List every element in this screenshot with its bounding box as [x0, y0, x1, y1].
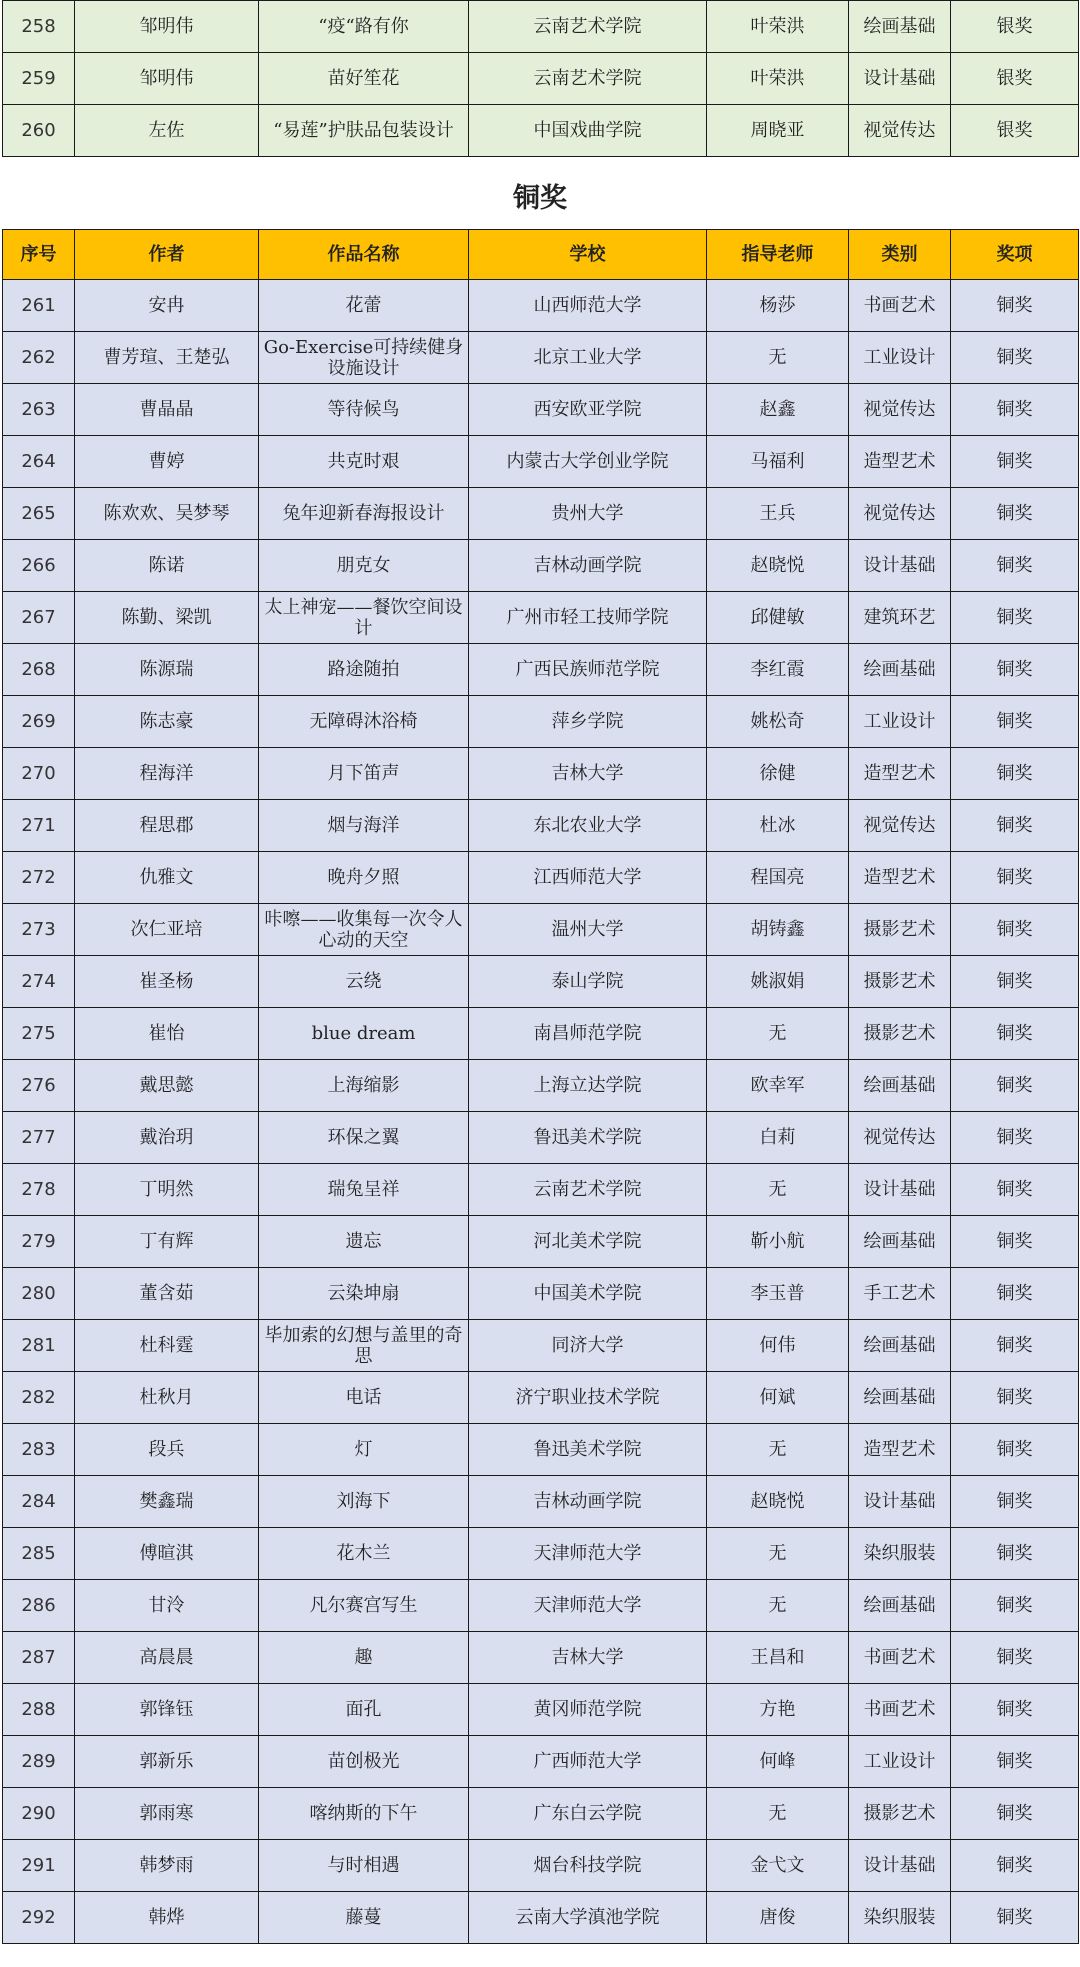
table-row	[3, 1424, 1079, 1476]
cell-title: 与时相遇	[259, 1840, 469, 1892]
cell-author: 陈勤、梁凯	[75, 592, 259, 644]
cell-teacher: 唐俊	[707, 1892, 849, 1944]
cell-school: 吉林大学	[469, 748, 707, 800]
cell-teacher: 李玉普	[707, 1268, 849, 1320]
cell-school: 天津师范大学	[469, 1580, 707, 1632]
cell-title: 刘海下	[259, 1476, 469, 1528]
cell-no: 260	[3, 105, 75, 157]
cell-teacher: 杜冰	[707, 800, 849, 852]
cell-category: 视觉传达	[849, 105, 951, 157]
cell-title: “易莲”护肤品包装设计	[259, 105, 469, 157]
table-row	[3, 1, 1079, 53]
cell-no: 263	[3, 384, 75, 436]
cell-category: 建筑环艺	[849, 592, 951, 644]
cell-title: 咔嚓——收集每一次令人心动的天空	[259, 904, 469, 956]
header-author: 作者	[75, 230, 259, 280]
cell-category: 工业设计	[849, 1736, 951, 1788]
header-school: 学校	[469, 230, 707, 280]
cell-category: 绘画基础	[849, 1, 951, 53]
cell-school: 吉林动画学院	[469, 540, 707, 592]
cell-teacher: 周晓亚	[707, 105, 849, 157]
table-row	[3, 540, 1079, 592]
cell-school: 鲁迅美术学院	[469, 1424, 707, 1476]
cell-no: 268	[3, 644, 75, 696]
cell-author: 丁有辉	[75, 1216, 259, 1268]
cell-title: 共克时艰	[259, 436, 469, 488]
cell-school: 济宁职业技术学院	[469, 1372, 707, 1424]
cell-title: 朋克女	[259, 540, 469, 592]
cell-category: 摄影艺术	[849, 956, 951, 1008]
cell-author: 郭新乐	[75, 1736, 259, 1788]
table-row	[3, 1788, 1079, 1840]
cell-title: 灯	[259, 1424, 469, 1476]
cell-category: 视觉传达	[849, 384, 951, 436]
table-row	[3, 1684, 1079, 1736]
cell-no: 272	[3, 852, 75, 904]
cell-no: 275	[3, 1008, 75, 1060]
cell-teacher: 姚淑娟	[707, 956, 849, 1008]
cell-author: 傅暄淇	[75, 1528, 259, 1580]
cell-school: 江西师范大学	[469, 852, 707, 904]
cell-award: 铜奖	[951, 1580, 1079, 1632]
table-row	[3, 800, 1079, 852]
cell-award: 铜奖	[951, 1736, 1079, 1788]
cell-no: 264	[3, 436, 75, 488]
cell-category: 摄影艺术	[849, 1008, 951, 1060]
cell-no: 284	[3, 1476, 75, 1528]
cell-category: 视觉传达	[849, 800, 951, 852]
cell-teacher: 无	[707, 1164, 849, 1216]
cell-teacher: 邱健敏	[707, 592, 849, 644]
cell-teacher: 徐健	[707, 748, 849, 800]
cell-award: 铜奖	[951, 1164, 1079, 1216]
cell-award: 铜奖	[951, 800, 1079, 852]
header-award: 奖项	[951, 230, 1079, 280]
cell-category: 染织服装	[849, 1528, 951, 1580]
table-row	[3, 53, 1079, 105]
cell-award: 银奖	[951, 53, 1079, 105]
cell-author: 陈诺	[75, 540, 259, 592]
cell-no: 276	[3, 1060, 75, 1112]
cell-school: 泰山学院	[469, 956, 707, 1008]
cell-title: blue dream	[259, 1008, 469, 1060]
cell-author: 陈志豪	[75, 696, 259, 748]
cell-teacher: 程国亮	[707, 852, 849, 904]
cell-author: 郭雨寒	[75, 1788, 259, 1840]
table-row	[3, 488, 1079, 540]
cell-teacher: 白莉	[707, 1112, 849, 1164]
cell-no: 286	[3, 1580, 75, 1632]
cell-title: 凡尔赛宫写生	[259, 1580, 469, 1632]
cell-author: 戴思懿	[75, 1060, 259, 1112]
bronze-section-title: 铜奖	[513, 183, 567, 214]
cell-author: 樊鑫瑞	[75, 1476, 259, 1528]
cell-school: 中国美术学院	[469, 1268, 707, 1320]
cell-teacher: 王昌和	[707, 1632, 849, 1684]
table-row	[3, 852, 1079, 904]
cell-award: 铜奖	[951, 1840, 1079, 1892]
cell-award: 铜奖	[951, 1112, 1079, 1164]
cell-teacher: 叶荣洪	[707, 53, 849, 105]
cell-title: 喀纳斯的下午	[259, 1788, 469, 1840]
header-row	[3, 230, 1079, 280]
cell-no: 279	[3, 1216, 75, 1268]
cell-no: 290	[3, 1788, 75, 1840]
cell-no: 273	[3, 904, 75, 956]
cell-teacher: 赵晓悦	[707, 1476, 849, 1528]
cell-no: 287	[3, 1632, 75, 1684]
cell-award: 铜奖	[951, 1216, 1079, 1268]
cell-school: 云南大学滇池学院	[469, 1892, 707, 1944]
cell-no: 285	[3, 1528, 75, 1580]
cell-teacher: 何伟	[707, 1320, 849, 1372]
cell-author: 韩烨	[75, 1892, 259, 1944]
cell-category: 绘画基础	[849, 1320, 951, 1372]
cell-category: 设计基础	[849, 540, 951, 592]
cell-title: 趣	[259, 1632, 469, 1684]
silver-table-body	[3, 1, 1079, 157]
cell-title: 云绕	[259, 956, 469, 1008]
cell-author: 高晨晨	[75, 1632, 259, 1684]
cell-no: 259	[3, 53, 75, 105]
cell-school: 内蒙古大学创业学院	[469, 436, 707, 488]
cell-award: 铜奖	[951, 488, 1079, 540]
cell-title: 毕加索的幻想与盖里的奇思	[259, 1320, 469, 1372]
cell-award: 铜奖	[951, 540, 1079, 592]
cell-school: 云南艺术学院	[469, 1, 707, 53]
cell-award: 铜奖	[951, 1008, 1079, 1060]
cell-school: 黄冈师范学院	[469, 1684, 707, 1736]
cell-title: 环保之翼	[259, 1112, 469, 1164]
cell-no: 277	[3, 1112, 75, 1164]
cell-school: 东北农业大学	[469, 800, 707, 852]
table-row	[3, 592, 1079, 644]
cell-award: 银奖	[951, 1, 1079, 53]
cell-school: 萍乡学院	[469, 696, 707, 748]
table-header	[3, 230, 1079, 280]
cell-award: 铜奖	[951, 1320, 1079, 1372]
cell-title: 藤蔓	[259, 1892, 469, 1944]
cell-school: 南昌师范学院	[469, 1008, 707, 1060]
cell-title: 花木兰	[259, 1528, 469, 1580]
cell-award: 铜奖	[951, 384, 1079, 436]
cell-no: 265	[3, 488, 75, 540]
header-teacher: 指导老师	[707, 230, 849, 280]
cell-author: 崔怡	[75, 1008, 259, 1060]
cell-award: 铜奖	[951, 592, 1079, 644]
cell-title: 烟与海洋	[259, 800, 469, 852]
cell-award: 铜奖	[951, 1788, 1079, 1840]
cell-teacher: 无	[707, 1580, 849, 1632]
cell-school: 广州市轻工技师学院	[469, 592, 707, 644]
cell-category: 造型艺术	[849, 852, 951, 904]
cell-no: 274	[3, 956, 75, 1008]
cell-no: 258	[3, 1, 75, 53]
table-row	[3, 436, 1079, 488]
cell-title: 兔年迎新春海报设计	[259, 488, 469, 540]
cell-title: 无障碍沐浴椅	[259, 696, 469, 748]
cell-category: 摄影艺术	[849, 1788, 951, 1840]
table-row	[3, 1060, 1079, 1112]
cell-category: 设计基础	[849, 1476, 951, 1528]
cell-author: 段兵	[75, 1424, 259, 1476]
cell-title: 电话	[259, 1372, 469, 1424]
cell-category: 设计基础	[849, 53, 951, 105]
cell-teacher: 何峰	[707, 1736, 849, 1788]
table-row	[3, 644, 1079, 696]
cell-school: 河北美术学院	[469, 1216, 707, 1268]
cell-author: 程思郡	[75, 800, 259, 852]
table-row	[3, 384, 1079, 436]
cell-title: 太上神宠——餐饮空间设计	[259, 592, 469, 644]
cell-author: 杜科霆	[75, 1320, 259, 1372]
cell-school: 温州大学	[469, 904, 707, 956]
cell-school: 同济大学	[469, 1320, 707, 1372]
cell-author: 左佐	[75, 105, 259, 157]
cell-author: 杜秋月	[75, 1372, 259, 1424]
cell-teacher: 何斌	[707, 1372, 849, 1424]
cell-award: 铜奖	[951, 1892, 1079, 1944]
cell-school: 中国戏曲学院	[469, 105, 707, 157]
cell-school: 广西师范大学	[469, 1736, 707, 1788]
cell-teacher: 欧幸军	[707, 1060, 849, 1112]
cell-teacher: 无	[707, 1008, 849, 1060]
table-row	[3, 332, 1079, 384]
cell-title: 路途随拍	[259, 644, 469, 696]
cell-school: 上海立达学院	[469, 1060, 707, 1112]
cell-category: 造型艺术	[849, 436, 951, 488]
cell-no: 282	[3, 1372, 75, 1424]
cell-author: 邹明伟	[75, 53, 259, 105]
cell-no: 270	[3, 748, 75, 800]
table-row	[3, 1528, 1079, 1580]
cell-teacher: 马福利	[707, 436, 849, 488]
cell-author: 曹晶晶	[75, 384, 259, 436]
cell-category: 工业设计	[849, 332, 951, 384]
cell-author: 戴治玥	[75, 1112, 259, 1164]
cell-category: 摄影艺术	[849, 904, 951, 956]
cell-school: 广西民族师范学院	[469, 644, 707, 696]
cell-category: 工业设计	[849, 696, 951, 748]
cell-award: 铜奖	[951, 1476, 1079, 1528]
cell-no: 266	[3, 540, 75, 592]
cell-award: 铜奖	[951, 332, 1079, 384]
cell-title: Go-Exercise可持续健身设施设计	[259, 332, 469, 384]
table-row	[3, 1008, 1079, 1060]
table-row	[3, 1112, 1079, 1164]
cell-no: 269	[3, 696, 75, 748]
cell-teacher: 无	[707, 332, 849, 384]
cell-category: 手工艺术	[849, 1268, 951, 1320]
cell-teacher: 王兵	[707, 488, 849, 540]
cell-author: 甘泠	[75, 1580, 259, 1632]
cell-award: 铜奖	[951, 1372, 1079, 1424]
cell-school: 贵州大学	[469, 488, 707, 540]
cell-author: 陈欢欢、吴梦琴	[75, 488, 259, 540]
cell-category: 视觉传达	[849, 488, 951, 540]
cell-no: 291	[3, 1840, 75, 1892]
cell-category: 绘画基础	[849, 1216, 951, 1268]
cell-title: 苗好笙花	[259, 53, 469, 105]
cell-no: 261	[3, 280, 75, 332]
cell-title: 遗忘	[259, 1216, 469, 1268]
cell-no: 289	[3, 1736, 75, 1788]
cell-title: 面孔	[259, 1684, 469, 1736]
header-title: 作品名称	[259, 230, 469, 280]
cell-no: 283	[3, 1424, 75, 1476]
cell-award: 铜奖	[951, 1528, 1079, 1580]
cell-author: 崔圣杨	[75, 956, 259, 1008]
cell-award: 铜奖	[951, 852, 1079, 904]
bronze-table-body	[3, 280, 1079, 1944]
silver-award-table	[2, 0, 1079, 157]
cell-title: 上海缩影	[259, 1060, 469, 1112]
cell-award: 铜奖	[951, 1268, 1079, 1320]
table-row	[3, 1268, 1079, 1320]
cell-teacher: 赵鑫	[707, 384, 849, 436]
cell-award: 铜奖	[951, 956, 1079, 1008]
cell-school: 北京工业大学	[469, 332, 707, 384]
cell-author: 曹芳瑄、王楚弘	[75, 332, 259, 384]
cell-category: 书画艺术	[849, 1632, 951, 1684]
cell-school: 吉林大学	[469, 1632, 707, 1684]
cell-author: 次仁亚培	[75, 904, 259, 956]
table-row	[3, 696, 1079, 748]
cell-category: 设计基础	[849, 1164, 951, 1216]
cell-title: 云染坤扇	[259, 1268, 469, 1320]
cell-title: 等待候鸟	[259, 384, 469, 436]
cell-teacher: 李红霞	[707, 644, 849, 696]
cell-school: 烟台科技学院	[469, 1840, 707, 1892]
table-row	[3, 748, 1079, 800]
table-row	[3, 1476, 1079, 1528]
cell-title: 瑞兔呈祥	[259, 1164, 469, 1216]
cell-author: 曹婷	[75, 436, 259, 488]
cell-award: 铜奖	[951, 748, 1079, 800]
cell-category: 设计基础	[849, 1840, 951, 1892]
header-category: 类别	[849, 230, 951, 280]
table-row	[3, 1320, 1079, 1372]
table-row	[3, 280, 1079, 332]
cell-title: 花蕾	[259, 280, 469, 332]
table-row	[3, 1632, 1079, 1684]
cell-author: 董含茹	[75, 1268, 259, 1320]
cell-author: 韩梦雨	[75, 1840, 259, 1892]
cell-school: 山西师范大学	[469, 280, 707, 332]
cell-title: 月下笛声	[259, 748, 469, 800]
cell-award: 铜奖	[951, 696, 1079, 748]
cell-category: 绘画基础	[849, 644, 951, 696]
cell-school: 广东白云学院	[469, 1788, 707, 1840]
cell-title: “疫“路有你	[259, 1, 469, 53]
cell-award: 铜奖	[951, 1684, 1079, 1736]
cell-teacher: 杨莎	[707, 280, 849, 332]
cell-teacher: 无	[707, 1788, 849, 1840]
table-row	[3, 1372, 1079, 1424]
cell-award: 铜奖	[951, 436, 1079, 488]
cell-school: 吉林动画学院	[469, 1476, 707, 1528]
cell-category: 书画艺术	[849, 280, 951, 332]
cell-award: 铜奖	[951, 644, 1079, 696]
table-row	[3, 1736, 1079, 1788]
cell-no: 267	[3, 592, 75, 644]
cell-author: 邹明伟	[75, 1, 259, 53]
cell-school: 西安欧亚学院	[469, 384, 707, 436]
cell-title: 晚舟夕照	[259, 852, 469, 904]
cell-teacher: 姚松奇	[707, 696, 849, 748]
cell-award: 铜奖	[951, 280, 1079, 332]
cell-no: 292	[3, 1892, 75, 1944]
cell-author: 程海洋	[75, 748, 259, 800]
cell-category: 书画艺术	[849, 1684, 951, 1736]
cell-teacher: 无	[707, 1528, 849, 1580]
cell-teacher: 无	[707, 1424, 849, 1476]
cell-award: 铜奖	[951, 1060, 1079, 1112]
cell-teacher: 金弋文	[707, 1840, 849, 1892]
table-row	[3, 105, 1079, 157]
cell-author: 丁明然	[75, 1164, 259, 1216]
table-row	[3, 1216, 1079, 1268]
table-row	[3, 1164, 1079, 1216]
cell-category: 造型艺术	[849, 1424, 951, 1476]
cell-category: 绘画基础	[849, 1580, 951, 1632]
cell-category: 染织服装	[849, 1892, 951, 1944]
cell-teacher: 赵晓悦	[707, 540, 849, 592]
cell-teacher: 叶荣洪	[707, 1, 849, 53]
cell-no: 288	[3, 1684, 75, 1736]
cell-author: 郭锋钰	[75, 1684, 259, 1736]
cell-award: 铜奖	[951, 1632, 1079, 1684]
cell-no: 262	[3, 332, 75, 384]
table-row	[3, 1892, 1079, 1944]
cell-teacher: 胡铸鑫	[707, 904, 849, 956]
cell-no: 281	[3, 1320, 75, 1372]
cell-no: 271	[3, 800, 75, 852]
cell-no: 280	[3, 1268, 75, 1320]
table-row	[3, 1840, 1079, 1892]
cell-category: 绘画基础	[849, 1060, 951, 1112]
header-no: 序号	[3, 230, 75, 280]
cell-school: 鲁迅美术学院	[469, 1112, 707, 1164]
cell-school: 云南艺术学院	[469, 53, 707, 105]
table-row	[3, 956, 1079, 1008]
cell-title: 苗创极光	[259, 1736, 469, 1788]
cell-category: 造型艺术	[849, 748, 951, 800]
cell-category: 视觉传达	[849, 1112, 951, 1164]
cell-award: 银奖	[951, 105, 1079, 157]
table-row	[3, 1580, 1079, 1632]
cell-award: 铜奖	[951, 1424, 1079, 1476]
cell-teacher: 方艳	[707, 1684, 849, 1736]
cell-author: 安冉	[75, 280, 259, 332]
cell-school: 天津师范大学	[469, 1528, 707, 1580]
cell-category: 绘画基础	[849, 1372, 951, 1424]
cell-no: 278	[3, 1164, 75, 1216]
table-row	[3, 904, 1079, 956]
cell-award: 铜奖	[951, 904, 1079, 956]
cell-author: 仇雅文	[75, 852, 259, 904]
cell-author: 陈源瑞	[75, 644, 259, 696]
cell-school: 云南艺术学院	[469, 1164, 707, 1216]
cell-teacher: 靳小航	[707, 1216, 849, 1268]
bronze-award-table	[2, 229, 1079, 1944]
